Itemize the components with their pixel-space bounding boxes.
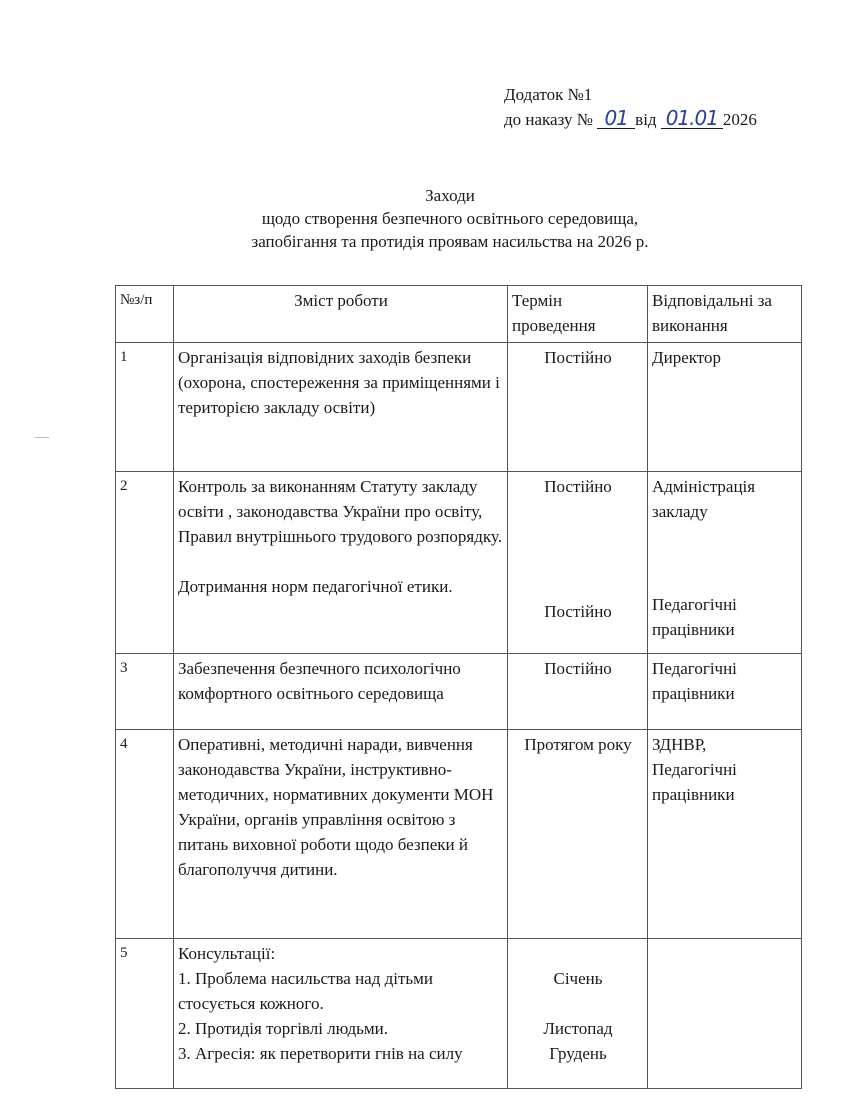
table-row bbox=[116, 472, 802, 654]
term-item: Січень bbox=[553, 969, 603, 988]
table-row bbox=[116, 343, 802, 472]
term-item: Грудень bbox=[549, 1044, 607, 1063]
order-number-handwritten: 01 bbox=[597, 108, 635, 129]
row-term bbox=[508, 472, 648, 654]
row-num: 4 bbox=[116, 730, 174, 939]
title-line-3: запобігання та протидія проявам насильства на 2026 р. bbox=[251, 232, 649, 251]
row-term-main: Постійно bbox=[544, 477, 612, 496]
row-content: Забезпечення безпечного психологічно комфортного освітнього середовища bbox=[174, 654, 508, 730]
date-handwritten: 01.01 bbox=[661, 108, 723, 129]
row-responsible bbox=[648, 730, 802, 939]
header-responsible: Відповідальні за виконання bbox=[648, 286, 802, 343]
list-item: 2. Протидія торгівлі людьми. bbox=[178, 1019, 389, 1038]
row-num: 1 bbox=[116, 343, 174, 472]
document-title bbox=[0, 184, 850, 253]
appendix-title: Додаток №1 bbox=[504, 85, 593, 104]
row-responsible-extra: Педагогічні працівники bbox=[652, 595, 737, 639]
measures-table bbox=[115, 285, 802, 1089]
scan-mark bbox=[35, 437, 49, 438]
row-content-main: Контроль за виконанням Статуту закладу освіти , законодавства України про освіту, Правил внутрішнього трудового розпорядку. bbox=[178, 477, 502, 546]
list-item: 3. Агресія: як перетворити гнів на силу bbox=[178, 1044, 463, 1063]
title-line-1: Заходи bbox=[425, 186, 475, 205]
date-prefix: від bbox=[635, 110, 657, 129]
row-responsible bbox=[648, 939, 802, 1089]
row-content-main: Консультації: bbox=[178, 944, 276, 963]
row-term-extra: Постійно bbox=[544, 602, 612, 621]
row-content: Організація відповідних заходів безпеки (охорона, спостереження за приміщеннями і територією закладу освіти) bbox=[174, 343, 508, 472]
appendix-block bbox=[504, 82, 757, 132]
order-line bbox=[504, 107, 757, 132]
row-term bbox=[508, 939, 648, 1089]
list-item: 1. Проблема насильства над дітьми стосується кожного. bbox=[178, 969, 434, 1013]
row-responsible-extra: Педагогічні працівники bbox=[652, 760, 737, 804]
header-num: №з/п bbox=[116, 286, 174, 343]
row-term: Протягом року bbox=[508, 730, 648, 939]
row-num: 2 bbox=[116, 472, 174, 654]
row-num: 5 bbox=[116, 939, 174, 1089]
row-responsible-main: ЗДНВР, bbox=[652, 735, 707, 754]
row-term: Постійно bbox=[508, 654, 648, 730]
table-row bbox=[116, 730, 802, 939]
table-row bbox=[116, 654, 802, 730]
row-content: Оперативні, методичні наради, вивчення законодавства України, інструктивно-методичних, нормативних документи МОН України, органів управління освітою з питань виховної роботи щодо безпеки й благополуччя дитини. bbox=[174, 730, 508, 939]
header-term: Термін проведення bbox=[508, 286, 648, 343]
row-content-extra: Дотримання норм педагогічної етики. bbox=[178, 577, 453, 596]
row-num: 3 bbox=[116, 654, 174, 730]
row-responsible: Педагогічні працівники bbox=[648, 654, 802, 730]
order-prefix: до наказу № bbox=[504, 110, 593, 129]
row-responsible: Директор bbox=[648, 343, 802, 472]
table-row bbox=[116, 939, 802, 1089]
row-content bbox=[174, 939, 508, 1089]
title-line-2: щодо створення безпечного освітнього середовища, bbox=[261, 209, 639, 228]
header-content: Зміст роботи bbox=[174, 286, 508, 343]
order-year: 2026 bbox=[722, 110, 757, 129]
row-responsible-main: Адміністрація закладу bbox=[652, 477, 756, 521]
term-item: Листопад bbox=[543, 1019, 613, 1038]
row-content bbox=[174, 472, 508, 654]
row-responsible bbox=[648, 472, 802, 654]
row-term: Постійно bbox=[508, 343, 648, 472]
table-header-row bbox=[116, 286, 802, 343]
